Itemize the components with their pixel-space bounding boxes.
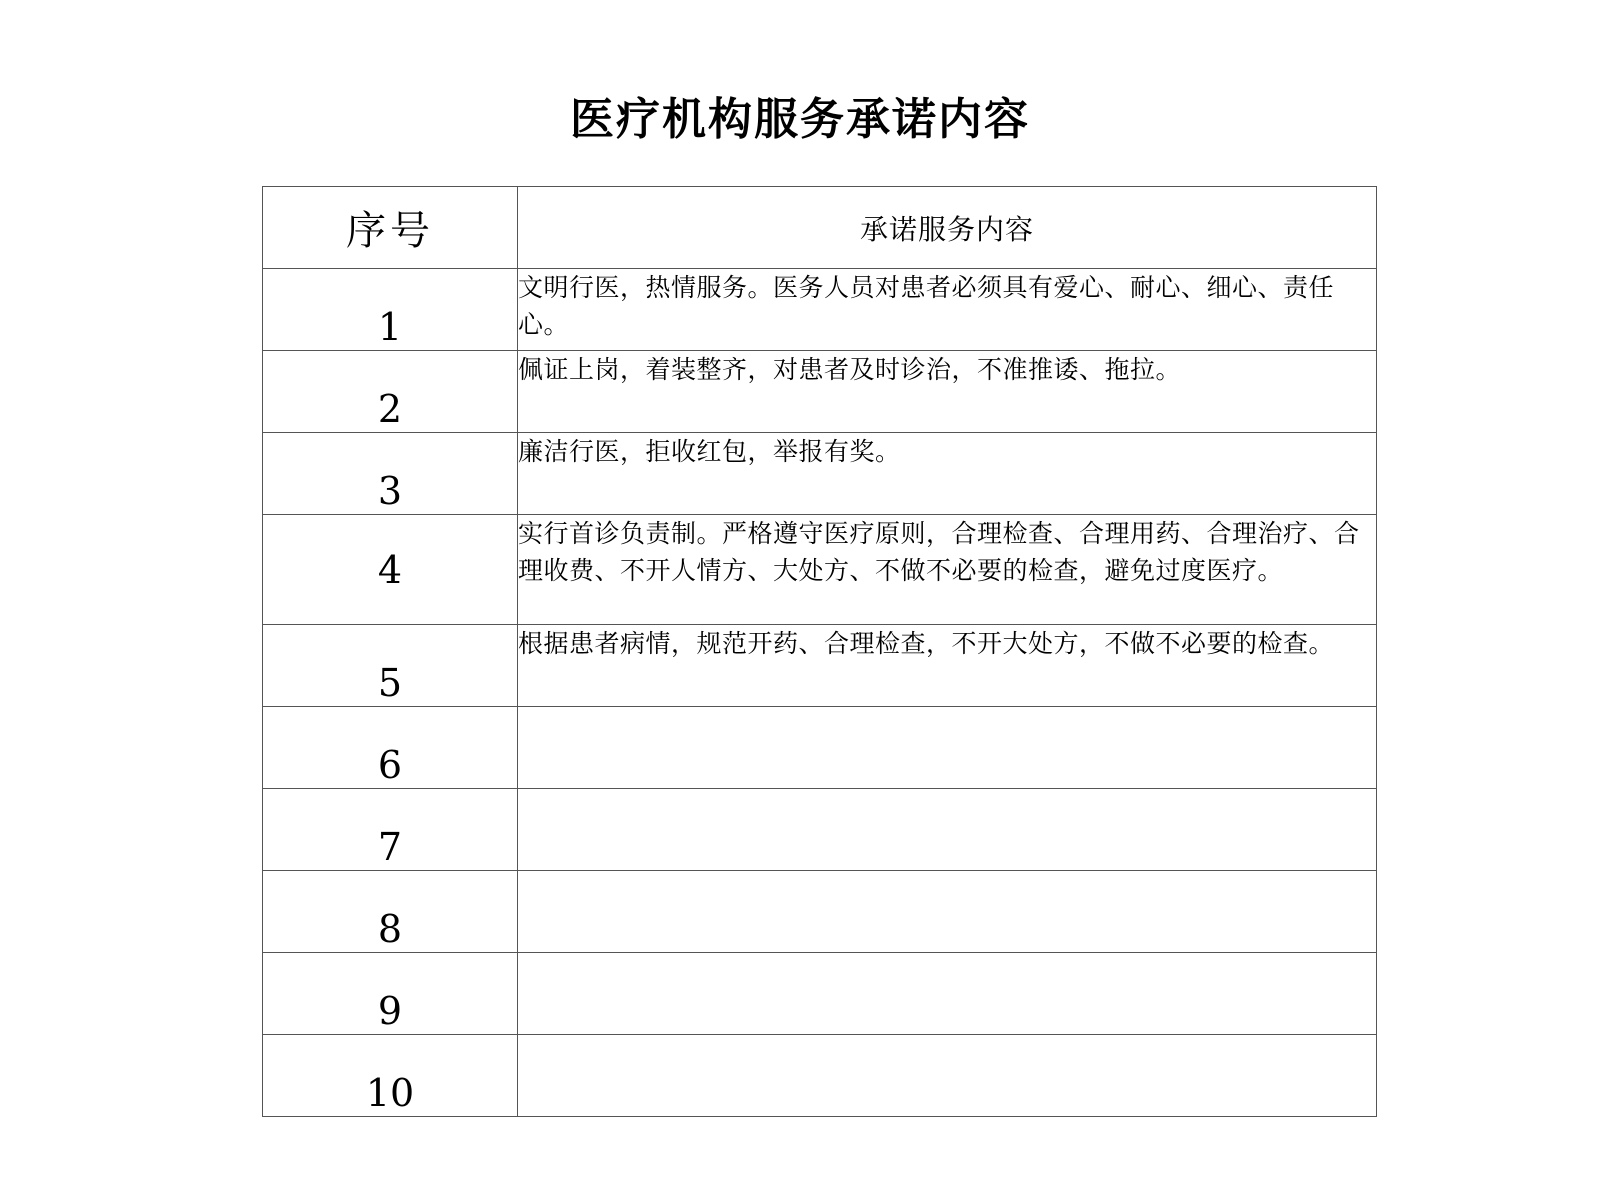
table-row <box>263 871 1377 953</box>
table-row <box>263 515 1377 625</box>
table-row <box>263 1035 1377 1117</box>
row-content: 实行首诊负责制。严格遵守医疗原则，合理检查、合理用药、合理治疗、合理收费、不开人情方、大处方、不做不必要的检查，避免过度医疗。 <box>518 515 1377 625</box>
row-content <box>518 1035 1377 1117</box>
row-content: 根据患者病情，规范开药、合理检查，不开大处方，不做不必要的检查。 <box>518 625 1377 707</box>
row-content <box>518 871 1377 953</box>
table-row <box>263 789 1377 871</box>
row-content <box>518 953 1377 1035</box>
row-content: 文明行医，热情服务。医务人员对患者必须具有爱心、耐心、细心、责任心。 <box>518 269 1377 351</box>
table-row <box>263 351 1377 433</box>
row-number: 5 <box>263 625 518 707</box>
row-number: 10 <box>263 1035 518 1117</box>
row-number: 4 <box>263 515 518 625</box>
row-content: 佩证上岗，着装整齐，对患者及时诊治，不准推诿、拖拉。 <box>518 351 1377 433</box>
row-number: 8 <box>263 871 518 953</box>
table-row <box>263 953 1377 1035</box>
table-row <box>263 707 1377 789</box>
row-number: 2 <box>263 351 518 433</box>
header-serial-number: 序号 <box>263 187 518 269</box>
table-row <box>263 625 1377 707</box>
row-number: 7 <box>263 789 518 871</box>
table-row <box>263 433 1377 515</box>
row-number: 6 <box>263 707 518 789</box>
row-content <box>518 707 1377 789</box>
row-content <box>518 789 1377 871</box>
commitment-table <box>262 186 1377 1117</box>
row-number: 1 <box>263 269 518 351</box>
header-commitment-content: 承诺服务内容 <box>518 187 1377 269</box>
table-header-row <box>263 187 1377 269</box>
row-number: 9 <box>263 953 518 1035</box>
page-title: 医疗机构服务承诺内容 <box>570 94 1030 145</box>
row-content: 廉洁行医，拒收红包，举报有奖。 <box>518 433 1377 515</box>
table-row <box>263 269 1377 351</box>
row-number: 3 <box>263 433 518 515</box>
